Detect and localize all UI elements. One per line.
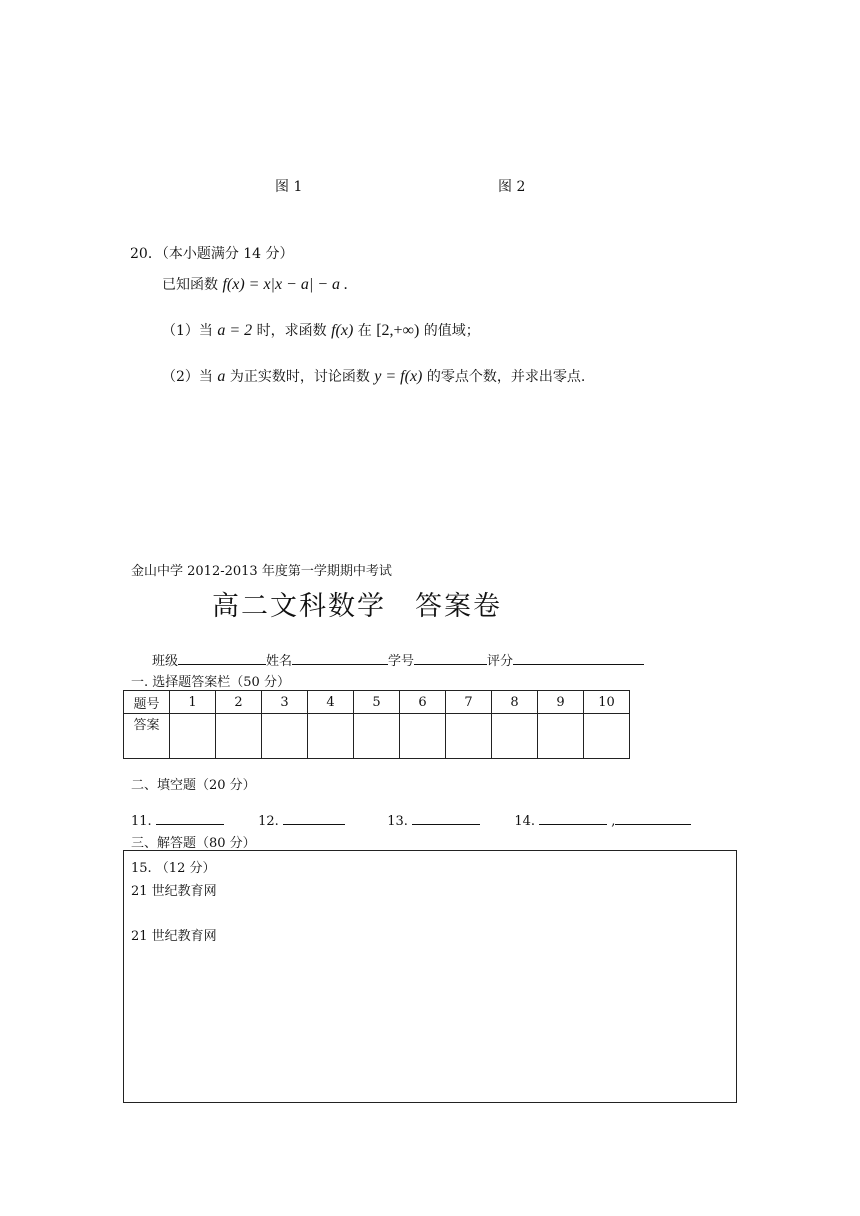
question-number: 8: [492, 691, 538, 714]
name-label: 姓名: [266, 654, 293, 669]
part1-suffix: 的值域；: [423, 323, 480, 339]
part2-mid: 为正实数时，讨论函数: [229, 369, 370, 385]
question-number: 5: [354, 691, 400, 714]
score-blank[interactable]: [513, 650, 644, 665]
part2-variable: a: [217, 368, 226, 385]
answer-sheet-title: 高二文科数学 答案卷: [212, 591, 502, 622]
problem-20-part-1: [162, 320, 480, 340]
part2-prefix: （2）当: [162, 369, 213, 385]
q12-label: 12.: [258, 814, 279, 829]
section-1-heading: 一. 选择题答案栏（50 分）: [131, 675, 290, 690]
answer-cell[interactable]: [262, 714, 308, 759]
part1-interval: [2,+∞): [376, 322, 420, 339]
answer-cell[interactable]: [216, 714, 262, 759]
answer-cell[interactable]: [170, 714, 216, 759]
row-label-answer: 答案: [124, 714, 170, 759]
q14-blank-1[interactable]: [539, 810, 607, 825]
part1-mid: 时，求函数: [256, 323, 327, 339]
part1-prefix: （1）当: [162, 323, 213, 339]
question-number: 10: [584, 691, 630, 714]
problem-20-part-2: [162, 366, 585, 386]
section-2-heading: 二、填空题（20 分）: [131, 778, 256, 793]
figure-1-caption: 图 1: [275, 179, 303, 195]
q11-blank[interactable]: [156, 810, 224, 825]
question-number: 1: [170, 691, 216, 714]
question-number: 6: [400, 691, 446, 714]
question-number: 4: [308, 691, 354, 714]
row-label-question: 题号: [124, 691, 170, 714]
q15-answer-box[interactable]: [123, 850, 737, 1103]
q15-header: 15. （12 分）: [131, 861, 216, 876]
answer-cell[interactable]: [538, 714, 584, 759]
q11-label: 11.: [131, 814, 152, 829]
answer-cell[interactable]: [584, 714, 630, 759]
q14-label: 14.: [514, 814, 536, 829]
student-info-line: [152, 650, 644, 669]
choice-answer-table: [123, 690, 630, 759]
question-number: 2: [216, 691, 262, 714]
school-line: 金山中学 2012-2013 年度第一学期期中考试: [131, 564, 392, 579]
name-blank[interactable]: [292, 650, 388, 665]
question-number: 9: [538, 691, 584, 714]
given-prefix: 已知函数: [162, 277, 218, 293]
given-formula: f(x) = x|x − a| − a .: [222, 276, 349, 293]
question-number: 3: [262, 691, 308, 714]
figure-2-caption: 图 2: [498, 179, 526, 195]
class-label: 班级: [152, 654, 179, 669]
q14-comma: ,: [611, 814, 616, 829]
q15-watermark-2: 21 世纪教育网: [131, 929, 217, 944]
part1-in: 在: [357, 323, 372, 339]
answer-cell[interactable]: [354, 714, 400, 759]
part1-function: f(x): [331, 322, 354, 339]
answer-cell[interactable]: [400, 714, 446, 759]
answer-cell[interactable]: [308, 714, 354, 759]
class-blank[interactable]: [178, 650, 266, 665]
q15-watermark-1: 21 世纪教育网: [131, 884, 217, 899]
number-blank[interactable]: [414, 650, 487, 665]
number-label: 学号: [388, 654, 415, 669]
part2-function: y = f(x): [374, 368, 423, 385]
problem-20-given: [162, 274, 348, 294]
table-header-row: [124, 691, 630, 714]
fill-in-line: [131, 810, 691, 829]
part2-suffix: 的零点个数，并求出零点.: [426, 369, 586, 385]
q12-blank[interactable]: [283, 810, 345, 825]
q13-blank[interactable]: [412, 810, 480, 825]
question-number: 7: [446, 691, 492, 714]
section-3-heading: 三、解答题（80 分）: [131, 836, 256, 851]
answer-cell[interactable]: [492, 714, 538, 759]
q14-blank-2[interactable]: [615, 810, 691, 825]
problem-20-header: 20．（本小题满分 14 分）: [130, 246, 294, 262]
table-answer-row: [124, 714, 630, 759]
part1-condition: a = 2: [217, 322, 253, 339]
q13-label: 13.: [387, 814, 408, 829]
answer-cell[interactable]: [446, 714, 492, 759]
score-label: 评分: [487, 654, 514, 669]
